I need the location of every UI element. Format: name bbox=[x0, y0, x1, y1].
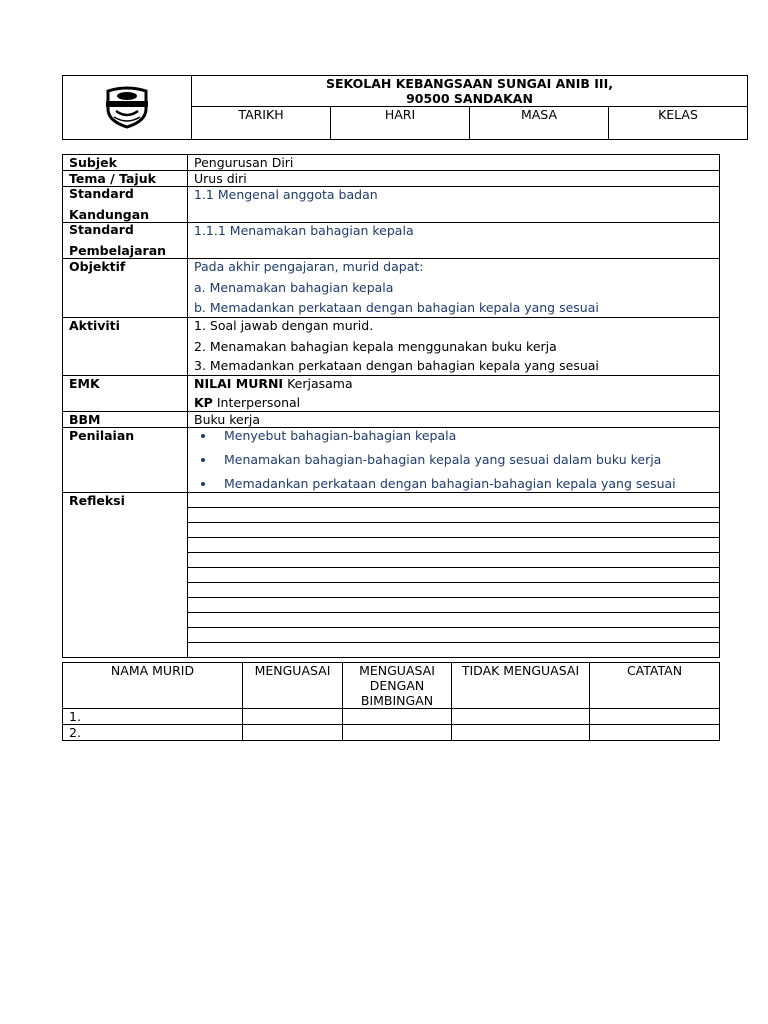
row-number: 1. bbox=[63, 709, 243, 725]
header-tidak-menguasai: TIDAK MENGUASAI bbox=[452, 663, 590, 709]
cell-empty[interactable] bbox=[343, 709, 452, 725]
row-number: 2. bbox=[63, 725, 243, 741]
logo-cell bbox=[63, 76, 192, 140]
emk-nilai-value: Kerjasama bbox=[283, 376, 353, 391]
refleksi-line bbox=[188, 613, 719, 628]
col-masa: MASA bbox=[470, 107, 609, 140]
school-name-line1: SEKOLAH KEBANGSAAN SUNGAI ANIB III, bbox=[326, 76, 613, 91]
label-standard-pembelajaran bbox=[63, 223, 188, 259]
cell-empty[interactable] bbox=[243, 725, 343, 741]
col-hari: HARI bbox=[331, 107, 470, 140]
refleksi-line bbox=[188, 493, 719, 508]
label-standard-kandungan bbox=[63, 187, 188, 223]
value-refleksi bbox=[188, 493, 720, 658]
value-standard-kandungan: 1.1 Mengenal anggota badan bbox=[188, 187, 720, 223]
school-name bbox=[192, 76, 748, 107]
objektif-line: Pada akhir pengajaran, murid dapat: bbox=[194, 259, 424, 274]
cell-empty[interactable] bbox=[343, 725, 452, 741]
value-tema: Urus diri bbox=[188, 171, 720, 187]
refleksi-line bbox=[188, 628, 719, 643]
cell-empty[interactable] bbox=[590, 725, 720, 741]
header-table bbox=[62, 75, 748, 140]
value-objektif bbox=[188, 259, 720, 318]
emk-nilai-label: NILAI MURNI bbox=[194, 376, 284, 391]
label-standard-kandungan-1: Standard bbox=[69, 186, 134, 201]
cell-empty[interactable] bbox=[452, 725, 590, 741]
emk-nilai bbox=[194, 376, 713, 394]
refleksi-line bbox=[188, 643, 719, 657]
refleksi-line bbox=[188, 553, 719, 568]
label-refleksi: Refleksi bbox=[63, 493, 188, 658]
label-standard-pembelajaran-1: Standard bbox=[69, 222, 134, 237]
label-penilaian: Penilaian bbox=[63, 428, 188, 493]
label-aktiviti: Aktiviti bbox=[63, 318, 188, 376]
refleksi-line bbox=[188, 583, 719, 598]
aktiviti-line: 3. Memadankan perkataan dengan bahagian kepala yang sesuai bbox=[194, 358, 599, 373]
emk-kp-label: KP bbox=[194, 395, 213, 410]
value-subjek: Pengurusan Diri bbox=[188, 155, 720, 171]
penilaian-item: • Menyebut bahagian-bahagian kepala bbox=[216, 428, 713, 452]
penilaian-item: • Memadankan perkataan dengan bahagian-bahagian kepala yang sesuai bbox=[216, 476, 713, 492]
emk-kp bbox=[194, 394, 713, 411]
label-objektif: Objektif bbox=[63, 259, 188, 318]
refleksi-line bbox=[188, 523, 719, 538]
objektif-line: a. Menamakan bahagian kepala bbox=[194, 280, 394, 295]
header-nama-murid: NAMA MURID bbox=[63, 663, 243, 709]
school-logo-icon bbox=[102, 83, 152, 129]
header-catatan: CATATAN bbox=[590, 663, 720, 709]
value-aktiviti bbox=[188, 318, 720, 376]
emk-kp-value: Interpersonal bbox=[212, 395, 301, 410]
col-kelas: KELAS bbox=[609, 107, 748, 140]
label-tema: Tema / Tajuk bbox=[63, 171, 188, 187]
refleksi-line bbox=[188, 508, 719, 523]
value-emk bbox=[188, 376, 720, 412]
header-menguasai-bimbingan: MENGUASAI DENGAN BIMBINGAN bbox=[343, 663, 452, 709]
label-bbm: BBM bbox=[63, 412, 188, 428]
label-standard-pembelajaran-2: Pembelajaran bbox=[69, 243, 167, 258]
aktiviti-line: 1. Soal jawab dengan murid. bbox=[194, 318, 374, 333]
cell-empty[interactable] bbox=[243, 709, 343, 725]
value-penilaian bbox=[188, 428, 720, 493]
refleksi-line bbox=[188, 538, 719, 553]
header-menguasai: MENGUASAI bbox=[243, 663, 343, 709]
label-standard-kandungan-2: Kandungan bbox=[69, 207, 150, 222]
aktiviti-line: 2. Menamakan bahagian kepala menggunakan buku kerja bbox=[194, 339, 557, 354]
table-row bbox=[63, 709, 720, 725]
label-subjek: Subjek bbox=[63, 155, 188, 171]
table-row bbox=[63, 725, 720, 741]
cell-empty[interactable] bbox=[452, 709, 590, 725]
objektif-line: b. Memadankan perkataan dengan bahagian kepala yang sesuai bbox=[194, 300, 599, 315]
penilaian-item: • Menamakan bahagian-bahagian kepala yang sesuai dalam buku kerja bbox=[216, 452, 713, 476]
assessment-table bbox=[62, 662, 720, 741]
cell-empty[interactable] bbox=[590, 709, 720, 725]
refleksi-line bbox=[188, 598, 719, 613]
value-standard-pembelajaran: 1.1.1 Menamakan bahagian kepala bbox=[188, 223, 720, 259]
col-tarikh: TARIKH bbox=[192, 107, 331, 140]
label-emk: EMK bbox=[63, 376, 188, 412]
school-name-line2: 90500 SANDAKAN bbox=[406, 91, 533, 106]
penilaian-list bbox=[194, 428, 713, 492]
refleksi-line bbox=[188, 568, 719, 583]
value-bbm: Buku kerja bbox=[188, 412, 720, 428]
lesson-plan-table bbox=[62, 154, 720, 658]
